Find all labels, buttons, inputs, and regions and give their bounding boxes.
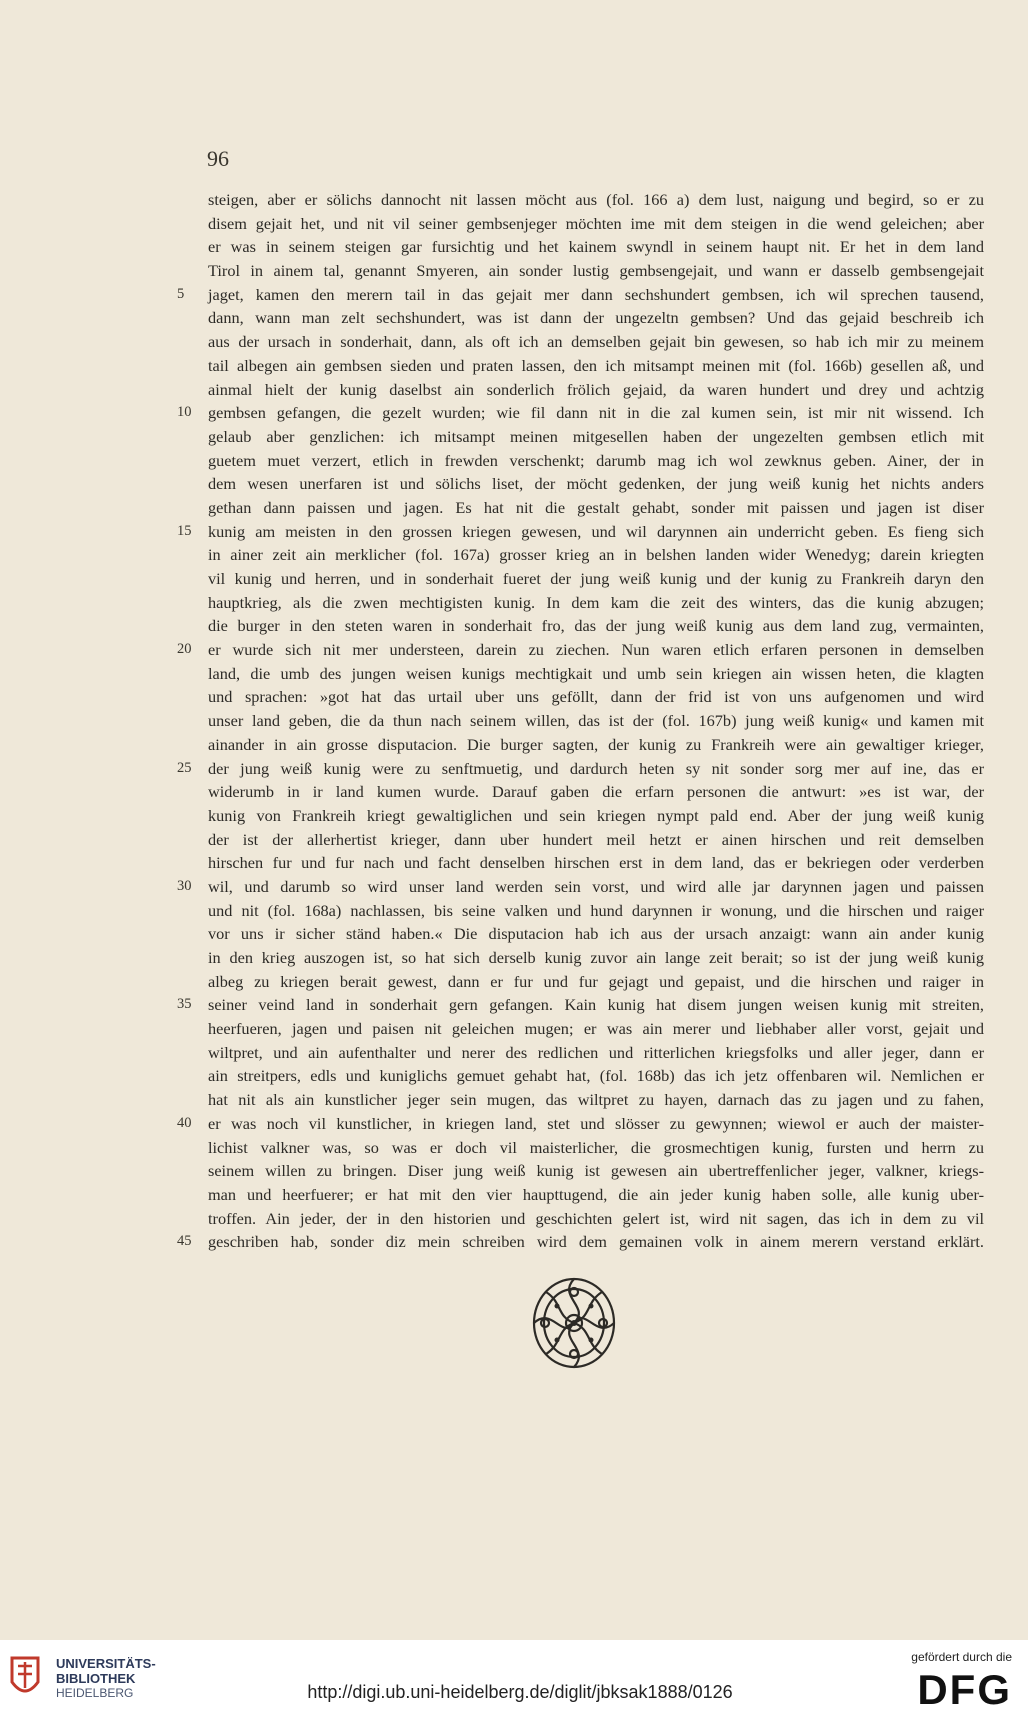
library-name (56, 1656, 156, 1701)
floral-ornament-icon (527, 1272, 621, 1374)
line-number: 30 (177, 877, 192, 894)
line-text: gelaub aber genzlichen: ich mitsampt meinen mitgesellen haben der ungezelten gembsen etlich mit (208, 426, 984, 446)
text-line (208, 378, 984, 402)
text-line (177, 757, 984, 781)
line-text: hat nit als ain kunstlicher jeger sein mugen, das wiltpret zu hayen, darnach das zu jagen und zu fahen, (208, 1090, 984, 1110)
line-number: 20 (177, 641, 192, 658)
text-line (208, 591, 984, 615)
line-text: steigen, aber er sölichs dannocht nit lassen möcht aus (fol. 166 a) dem lust, naigung und begird, so er zu (208, 190, 984, 209)
page-number: 96 (207, 146, 229, 171)
text-line (208, 780, 984, 804)
text-line (208, 828, 984, 852)
text-line (177, 875, 984, 899)
line-text: er was in seinem steigen gar fursichtig und het kainem swyndl in seinem haupt nit. Er het in dem land (208, 237, 984, 257)
line-text: aus der ursach in sonderhait, dann, als oft ich an demselben gejait bin gewesen, so hab ich mir zu meinem (208, 332, 984, 352)
text-line (208, 543, 984, 567)
line-text: lichist valkner was, so was er doch vil maisterlicher, die grosmechtigen kunig, fursten und herrn zu (208, 1137, 984, 1157)
text-line (177, 638, 984, 662)
line-number: 25 (177, 759, 192, 776)
line-text: ainander in ain grosse disputacion. Die burger sagten, der kunig zu Frankreih were ain gewaltiger krieger, (208, 734, 984, 754)
line-text: geschriben hab, sonder diz mein schreiben wird dem gemainen volk in ainem merern verstand erklärt. (208, 1232, 984, 1252)
sponsor-block (900, 1650, 1020, 1716)
line-number: 35 (177, 996, 192, 1013)
text-line (208, 496, 984, 520)
text-line (208, 330, 984, 354)
text-line (208, 567, 984, 591)
text-line (208, 188, 984, 212)
line-text: albeg zu kriegen berait gewest, dann er fur und fur gejagt und gepaist, und die hirschen und raiger in (208, 971, 984, 991)
text-line (208, 1207, 984, 1231)
line-text: tail albegen ain gembsen sieden und praten lassen, den ich mitsampt meinen mit (fol. 166b) gesellen aß, und (208, 355, 984, 375)
line-text: der ist der allerhertist krieger, dann uber hundert meil hetzt er ainen hirschen und reit demselben (208, 829, 984, 849)
line-number: 5 (177, 285, 185, 302)
text-line (208, 1159, 984, 1183)
line-text: in den krieg auszogen ist, so hat sich derselb kunig zuvor ain lange zeit berait; so ist der jung weiß kunig (208, 948, 984, 967)
text-line (208, 1088, 984, 1112)
library-line-2: BIBLIOTHEK (56, 1671, 136, 1686)
text-line (177, 1230, 984, 1254)
text-line (208, 1183, 984, 1207)
line-number: 40 (177, 1114, 192, 1131)
line-text: troffen. Ain jeder, der in den historien und geschichten gelert ist, wird nit sagen, das ich in dem zu vil (208, 1208, 984, 1228)
text-line (208, 472, 984, 496)
line-text: man und heerfuerer; er hat mit den vier haupttugend, die ain jeder kunig haben solle, alle kunig uber- (208, 1184, 984, 1204)
text-line (177, 1112, 984, 1136)
line-text: widerumb in ir land kumen wurde. Darauf gaben die erfarn personen die antwurt: »es ist war, der (208, 782, 984, 802)
text-line (208, 1017, 984, 1041)
text-line (208, 899, 984, 923)
line-text: ainmal hielt der kunig daselbst ain sonderlich frölich gejaid, da waren hundert und drey und achtzig (208, 379, 984, 399)
text-line (208, 449, 984, 473)
line-text: dem wesen unerfaren ist und sölichs liset, der möcht gedenken, der jung weiß kunig het nichts anders (208, 474, 984, 494)
line-text: seiner veind land in sonderhait gern gefangen. Kain kunig hat disem jungen weisen kunig mit streiten, (208, 995, 984, 1015)
text-line (208, 685, 984, 709)
line-text: hauptkrieg, als die zwen mechtigisten kunig. In dem kam die zeit des winters, das die kunig abzugen; (208, 592, 984, 612)
line-text: wiltpret, und ain aufenthalter und nerer des redlichen und ritterlichen kriegsfolks und aller jeger, dann er (208, 1042, 984, 1062)
line-text: kunig am meisten in den grossen kriegen gewesen, und wil darynnen ain underricht geben. Es fieng sich (208, 521, 984, 541)
sponsor-caption: gefördert durch die (911, 1650, 1012, 1664)
library-line-3: HEIDELBERG (56, 1686, 134, 1700)
text-line (208, 733, 984, 757)
line-text: gembsen gefangen, die gezelt wurden; wie fil dann nit in die zal kumen sein, ist mir nit wissend. Ich (208, 403, 984, 423)
text-line (208, 851, 984, 875)
line-text: Tirol in ainem tal, genannt Smyeren, ain sonder lustig gembsengejait, und wann er dasselb gembsengejait (208, 261, 984, 281)
text-line (208, 235, 984, 259)
line-text: und sprachen: »got hat das urtail uber uns geföllt, dann der frid ist von uns aufgenomen und wird (208, 687, 984, 707)
text-line (177, 283, 984, 307)
dfg-logo: DFG (917, 1666, 1012, 1713)
line-text: in ainer zeit ain merklicher (fol. 167a) grosser krieg an in belshen landen wider Wenedyg; darein kriegten (208, 545, 984, 565)
line-text: jaget, kamen den merern tail in das gejait mer dann sechshundert gembsen, ich wil sprechen tausend, (208, 284, 984, 304)
source-url-link[interactable]: http://digi.ub.uni-heidelberg.de/diglit/jbksak1888/0126 (307, 1682, 733, 1702)
line-text: vil kunig und herren, und in sonderhait fueret der jung weiß kunig und der kunig zu Frankreih daryn den (208, 569, 984, 588)
text-line (208, 804, 984, 828)
line-text: er wurde sich nit mer understeen, darein zu ziechen. Nun waren etlich erfaren personen in demselben (208, 640, 984, 660)
line-text: gethan dann paissen und jagen. Es hat nit die gestalt gehabt, sonder mit paissen und jagen ist diser (208, 497, 984, 517)
footer-bar (0, 1640, 1028, 1722)
line-text: seinem willen zu bringen. Diser jung weiß kunig ist gewesen ain ubertreffenlicher jeger, valkner, kriegs- (208, 1161, 984, 1181)
text-line (177, 520, 984, 544)
text-line (208, 425, 984, 449)
line-text: die burger in den steten waren in sonderhait fro, das der jung weiß kunig aus dem land zug, vermainten, (208, 616, 984, 636)
line-text: disem gejait het, und nit vil seiner gembsenjeger möchten ime mit dem steigen in die wend geleichen; aber (208, 213, 984, 233)
line-text: wil, und darumb so wird unser land werden sein vorst, und wird alle jar darynnen jagen und paissen (208, 876, 984, 896)
line-text: er was noch vil kunstlicher, in kriegen land, stet und slösser zu gewynnen; wiewol er auch der maister- (208, 1113, 984, 1133)
text-line (208, 306, 984, 330)
university-logo-icon (8, 1652, 42, 1704)
line-text: land, die umb des jungen weisen kunigs mechtigkait und umb sein kriegen ain wissen heten, die klagten (208, 663, 984, 683)
line-text: der jung weiß kunig were zu senftmuetig, und dardurch heten sy nit sonder sorg mer auf ine, das er (208, 758, 984, 778)
text-line (208, 212, 984, 236)
text-line (208, 970, 984, 994)
text-line (208, 922, 984, 946)
text-line (208, 1136, 984, 1160)
body-text (177, 188, 984, 1254)
line-text: und nit (fol. 168a) nachlassen, bis seine valken und hund darynnen ir wonung, und die hirschen und raiger (208, 900, 984, 920)
text-line (177, 401, 984, 425)
text-line (208, 259, 984, 283)
line-text: kunig von Frankreih kriegt gewaltiglichen und sein kriegen nympt pald end. Aber der jung weiß kunig (208, 805, 984, 825)
line-text: ain streitpers, edls und kuniglichs gemuet gehabt hat, (fol. 168b) das ich jetz offenbaren wil. Nemlichen er (208, 1066, 984, 1086)
line-text: heerfueren, jagen und paisen nit geleichen mugen; er was ain merer und liebhaber aller vorst, gejait und (208, 1019, 984, 1039)
text-line (208, 1064, 984, 1088)
line-number: 15 (177, 522, 192, 539)
line-text: hirschen fur und fur nach und facht denselben hirschen erst in dem land, das er bekriegen oder verderben (208, 853, 984, 873)
line-number: 45 (177, 1233, 192, 1250)
library-line-1: UNIVERSITÄTS- (56, 1656, 156, 1671)
text-line (208, 1041, 984, 1065)
text-line (208, 662, 984, 686)
line-text: dann, wann man zelt sechshundert, was ist dann der ungezeltn gembsen? Und das gejaid beschreib ich (208, 308, 984, 328)
text-line (208, 354, 984, 378)
text-line (177, 993, 984, 1017)
text-line (208, 709, 984, 733)
line-text: guetem muet verzert, etlich in frewden verschenkt; darumb mag ich wol zewknus geben. Ainer, der in (208, 450, 984, 470)
text-line (208, 946, 984, 970)
line-number: 10 (177, 404, 192, 421)
line-text: vor uns ir sicher ständ haben.« Die disputacion hab ich aus der ursach anzaigt: wann ain ander kunig (208, 924, 984, 944)
line-text: unser land geben, die da thun nach seinem willen, das ist der (fol. 167b) jung weiß kunig« und kamen mit (208, 711, 984, 731)
text-line (208, 614, 984, 638)
